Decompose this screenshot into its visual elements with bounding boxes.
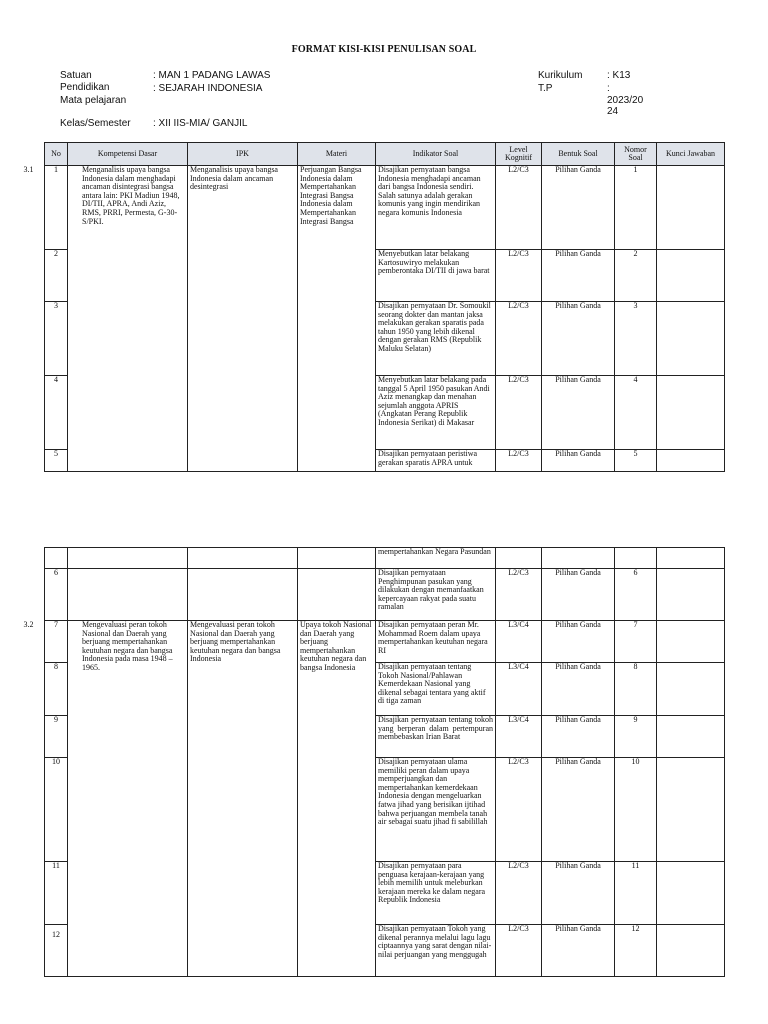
bentuk-cell: Pilihan Ganda	[542, 450, 615, 472]
kd-cell-empty	[68, 569, 188, 621]
nomor-cell: 4	[615, 376, 657, 450]
indikator-cell: Disajikan pernyataan Dr. Somoukil seorang dokter dan mantan jaksa melakukan gerakan sparatis pada tahun 1950 yang lebih dikenal dengan gerakan RMS (Republik Maluku Selatan)	[376, 302, 496, 376]
nomor-cell: 5	[615, 450, 657, 472]
kd-cell-empty	[68, 548, 188, 569]
kunci-cell	[657, 569, 725, 621]
level-cell: L2/C3	[496, 862, 542, 925]
kunci-cell	[657, 925, 725, 977]
kunci-cell	[657, 450, 725, 472]
kunci-cell	[657, 862, 725, 925]
kd-text: Menganalisis upaya bangsa Indonesia dalam menghadapi ancaman disintegrasi bangsa antara lain: PKI Madiun 1948, DI/TII, APRA, Andi Aziz, RMS, PRRI, Permesta, G-30-S/PKI.	[82, 165, 180, 226]
row-no: 6	[45, 569, 68, 621]
header-indikator: Indikator Soal	[376, 143, 496, 166]
indikator-cell: mempertahankan Negara Pasundan	[376, 548, 496, 569]
ipk-cell-2: Mengevaluasi peran tokoh Nasional dan Daerah yang berjuang mempertahankan keutuhan negara dan bangsa Indonesia	[188, 621, 298, 977]
table-row	[45, 621, 725, 663]
bentuk-cell: Pilihan Ganda	[542, 663, 615, 716]
nomor-cell	[615, 548, 657, 569]
kelas-value: : XII IIS-MIA/ GANJIL	[153, 118, 248, 129]
materi-cell-empty	[298, 548, 376, 569]
kd-cell-3-1: 3.1 Menganalisis upaya bangsa Indonesia dalam menghadapi ancaman disintegrasi bangsa antara lain: PKI Madiun 1948, DI/TII, APRA, Andi Aziz, RMS, PRRI, Permesta, G-30-S/PKI.	[68, 166, 188, 472]
row-no: 8	[45, 663, 68, 716]
row-no: 1	[45, 166, 68, 250]
header-bentuk: Bentuk Soal	[542, 143, 615, 166]
kunci-cell	[657, 716, 725, 758]
kurikulum-value: : K13	[607, 70, 631, 81]
document-title: FORMAT KISI-KISI PENULISAN SOAL	[291, 44, 477, 55]
header-kunci: Kunci Jawaban	[657, 143, 725, 166]
bentuk-cell: Pilihan Ganda	[542, 758, 615, 862]
indikator-cell: Disajikan pernyataan tentang tokoh yang berperan dalam pertempuran membebaskan Irian Barat	[376, 716, 496, 758]
nomor-cell: 1	[615, 166, 657, 250]
table-row	[45, 166, 725, 250]
row-no: 10	[45, 758, 68, 862]
kunci-cell	[657, 376, 725, 450]
indikator-cell: Disajikan pernyataan bangsa Indonesia menghadapi ancaman dari bangsa Indonesia sendiri. Salah satunya adalah gerakan komunis yang ingin mendirikan negara komunis Indonesia	[376, 166, 496, 250]
row-no: 11	[45, 862, 68, 925]
materi-cell-2: Upaya tokoh Nasional dan Daerah yang berjuang mempertahankan keutuhan negara dan bangsa Indonesia	[298, 621, 376, 977]
indikator-cell: Disajikan pernyataan para penguasa kerajaan-kerajaan yang lebih memilih untuk meleburkan kerajaan mereka ke dalam negara Republik Indonesia	[376, 862, 496, 925]
indikator-cell: Menyebutkan latar belakang pada tanggal 5 April 1950 pasukan Andi Aziz menangkap dan menahan sejumlah anggota APRIS (Angkatan Perang Republik Indonesia Serikat) di Makasar	[376, 376, 496, 450]
indikator-cell: Disajikan pernyataan peristiwa gerakan sparatis APRA untuk	[376, 450, 496, 472]
row-no	[45, 548, 68, 569]
header-no: No	[45, 143, 68, 166]
row-no: 9	[45, 716, 68, 758]
ipk-cell-empty	[188, 548, 298, 569]
tp-value-year: 2023/20	[607, 95, 644, 106]
row-no: 7	[45, 621, 68, 663]
bentuk-cell: Pilihan Ganda	[542, 925, 615, 977]
kd-text: Mengevaluasi peran tokoh Nasional dan Daerah yang berjuang mempertahankan keutuhan negara dan bangsa Indonesia pada masa 1948 – 1965.	[82, 620, 173, 672]
row-no: 12	[45, 925, 68, 977]
indikator-cell: Disajikan pernyataan ulama memiliki peran dalam upaya memperjuangkan dan mempertahankan kemerdekaan Indonesia dengan mengeluarkan fatwa jihad yang berisikan ijtihad bahwa perjuangan membela tanah air sebagai suatu jihad fi sabilillah	[376, 758, 496, 862]
kisi-table-page-2	[23, 547, 725, 977]
nomor-cell: 11	[615, 862, 657, 925]
bentuk-cell: Pilihan Ganda	[542, 716, 615, 758]
kd-cell-3-2: 3.2 Mengevaluasi peran tokoh Nasional dan Daerah yang berjuang mempertahankan keutuhan negara dan bangsa Indonesia pada masa 1948 – 1965.	[68, 621, 188, 977]
header-ipk: IPK	[188, 143, 298, 166]
bentuk-cell: Pilihan Ganda	[542, 302, 615, 376]
bentuk-cell: Pilihan Ganda	[542, 250, 615, 302]
level-cell	[496, 548, 542, 569]
kunci-cell	[657, 302, 725, 376]
satuan-value: : MAN 1 PADANG LAWAS	[153, 70, 271, 81]
tp-colon: :	[607, 83, 610, 94]
mapel-label: Mata pelajaran	[60, 95, 127, 106]
kunci-cell	[657, 250, 725, 302]
nomor-cell: 10	[615, 758, 657, 862]
level-cell: L3/C4	[496, 663, 542, 716]
indikator-cell: Disajikan pernyataan Penghimpunan pasukan yang dilakukan dengan memanfaatkan kepercayaan rakyat pada suatu ramalan	[376, 569, 496, 621]
table-row-continued	[45, 548, 725, 569]
kisi-table-page-1	[23, 142, 725, 472]
level-cell: L3/C4	[496, 621, 542, 663]
kunci-cell	[657, 621, 725, 663]
level-cell: L2/C3	[496, 758, 542, 862]
ipk-cell-1: Menganalisis upaya bangsa Indonesia dalam ancaman desintegrasi	[188, 166, 298, 472]
nomor-cell: 6	[615, 569, 657, 621]
nomor-cell: 7	[615, 621, 657, 663]
kunci-cell	[657, 758, 725, 862]
nomor-cell: 9	[615, 716, 657, 758]
nomor-cell: 3	[615, 302, 657, 376]
row-no: 2	[45, 250, 68, 302]
level-cell: L2/C3	[496, 166, 542, 250]
bentuk-cell: Pilihan Ganda	[542, 376, 615, 450]
materi-cell-empty	[298, 569, 376, 621]
level-cell: L2/C3	[496, 925, 542, 977]
header-kd: Kompetensi Dasar	[68, 143, 188, 166]
row-no: 4	[45, 376, 68, 450]
indikator-cell: Disajikan pernyataan tentang Tokoh Nasional/Pahlawan Kemerdekaan Nasional yang dikenal sebagai tentara yang aktif di tiga zaman	[376, 663, 496, 716]
level-cell: L2/C3	[496, 302, 542, 376]
table-row	[45, 569, 725, 621]
row-no: 3	[45, 302, 68, 376]
header-nomor: Nomor Soal	[615, 143, 657, 166]
materi-cell-1: Perjuangan Bangsa Indonesia dalam Mempertahankan Integrasi Bangsa Indonesia dalam Mempertahankan Integrasi Bangsa	[298, 166, 376, 472]
nomor-cell: 12	[615, 925, 657, 977]
bentuk-cell: Pilihan Ganda	[542, 862, 615, 925]
level-cell: L2/C3	[496, 450, 542, 472]
satuan-label: Satuan	[60, 70, 92, 81]
bentuk-cell: Pilihan Ganda	[542, 166, 615, 250]
ipk-cell-empty	[188, 569, 298, 621]
nomor-cell: 2	[615, 250, 657, 302]
tp-value-year-end: 24	[607, 106, 619, 117]
header-level: Level Kognitif	[496, 143, 542, 166]
nomor-cell: 8	[615, 663, 657, 716]
row-no: 5	[45, 450, 68, 472]
kurikulum-label: Kurikulum	[538, 70, 583, 81]
kelas-label: Kelas/Semester	[60, 118, 131, 129]
bentuk-cell	[542, 548, 615, 569]
kunci-cell	[657, 548, 725, 569]
level-cell: L2/C3	[496, 376, 542, 450]
level-cell: L2/C3	[496, 250, 542, 302]
indikator-cell: Menyebutkan latar belakang Kartosuwiryo melakukan pemberontaka DI/TII di jawa barat	[376, 250, 496, 302]
pendidikan-label: Pendidikan	[60, 82, 110, 93]
bentuk-cell: Pilihan Ganda	[542, 621, 615, 663]
table-header-row	[45, 143, 725, 166]
kunci-cell	[657, 663, 725, 716]
indikator-cell: Disajikan pernyataan peran Mr. Mohammad Roem dalam upaya mempertahankan keutuhan negara RI	[376, 621, 496, 663]
level-cell: L3/C4	[496, 716, 542, 758]
level-cell: L2/C3	[496, 569, 542, 621]
indikator-cell: Disajikan pernyataan Tokoh yang dikenal perannya melalui lagu lagu ciptaannya yang sarat dengan nilai- nilai perjuangan yang menggugah	[376, 925, 496, 977]
kunci-cell	[657, 166, 725, 250]
tp-label: T.P	[538, 83, 553, 94]
header-materi: Materi	[298, 143, 376, 166]
mapel-value: : SEJARAH INDONESIA	[153, 83, 263, 94]
bentuk-cell: Pilihan Ganda	[542, 569, 615, 621]
